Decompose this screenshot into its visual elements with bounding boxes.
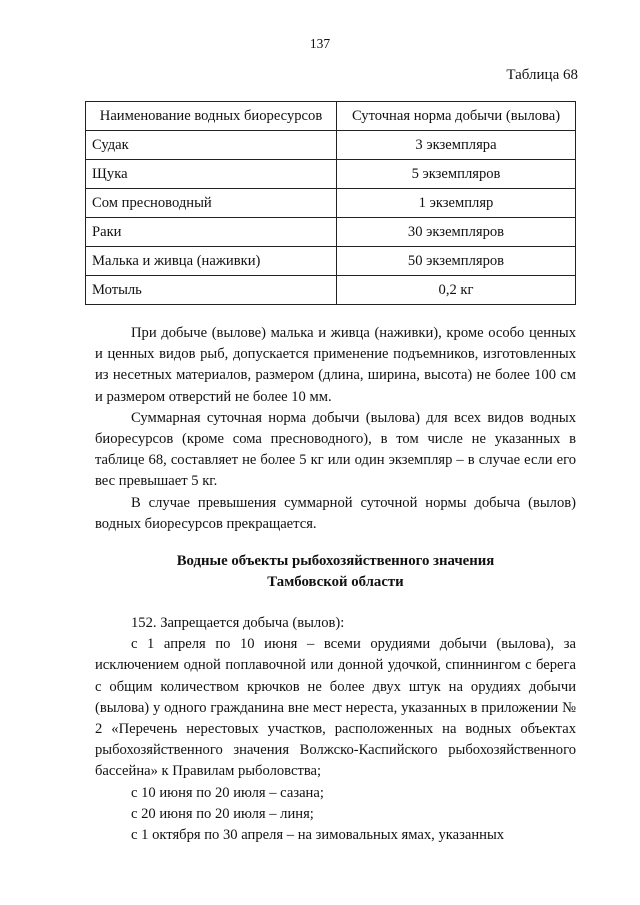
table-row	[86, 189, 576, 218]
table-row	[86, 160, 576, 189]
row-daily-norm: 5 экземпляров	[337, 160, 576, 189]
row-resource-name: Щука	[86, 160, 337, 189]
row-daily-norm: 0,2 кг	[337, 276, 576, 305]
quota-table	[85, 101, 576, 305]
row-daily-norm: 1 экземпляр	[337, 189, 576, 218]
row-resource-name: Судак	[86, 131, 337, 160]
row-resource-name: Мотыль	[86, 276, 337, 305]
body-text-top	[95, 323, 576, 535]
row-daily-norm: 50 экземпляров	[337, 247, 576, 276]
paragraph-spawning-ban: с 1 апреля по 10 июня – всеми орудиями добычи (вылова), за исключением одной поплавочной или донной удочкой, спиннингом с берега с общим количеством крючков не более двух штук на орудиях добычи (вылова) у одного гражданина вне мест нереста, указанных в приложении № 2 «Перечень нерестовых участков, расположенных на водных объектах рыбохозяйственного значения Волжско-Каспийского рыбохозяйственного бассейна» к Правилам рыболовства;	[95, 636, 576, 780]
header-daily-norm: Суточная норма добычи (вылова)	[337, 102, 576, 131]
table-row	[86, 218, 576, 247]
table-row	[86, 276, 576, 305]
row-daily-norm: 3 экземпляра	[337, 131, 576, 160]
paragraph-bait-lifters: При добыче (вылове) малька и живца (наживки), кроме особо ценных и ценных видов рыб, допускается применение подъемников, изготовленных из несетных материалов, размером (длина, ширина, высота) не более 100 см и размером отверстий не более 10 мм.	[95, 325, 576, 405]
page-number: 137	[309, 36, 331, 51]
paragraph-wintering-pits: с 1 октября по 30 апреля – на зимовальных ямах, указанных	[131, 827, 505, 844]
paragraph-clause-152: 152. Запрещается добыча (вылов):	[131, 615, 345, 631]
header-resource-name: Наименование водных биоресурсов	[86, 102, 337, 131]
table-row	[86, 247, 576, 276]
row-resource-name: Малька и живца (наживки)	[86, 247, 337, 276]
row-resource-name: Сом пресноводный	[86, 189, 337, 218]
paragraph-exceed-norm: В случае превышения суммарной суточной нормы добыча (вылов) водных биоресурсов прекращается.	[95, 494, 576, 532]
paragraph-total-norm: Суммарная суточная норма добычи (вылова) для всех видов водных биоресурсов (кроме сома пресноводного), в том числе не указанных в таблице 68, составляет не более 5 кг или один экземпляр – в случае если его вес превышает 5 кг.	[95, 409, 576, 490]
body-text-bottom	[95, 613, 576, 846]
paragraph-carp-ban: с 10 июня по 20 июля – сазана;	[131, 784, 324, 801]
table-header-row	[86, 102, 576, 131]
section-heading-line-1: Водные объекты рыбохозяйственного значения	[176, 553, 495, 569]
section-heading-line-2: Тамбовской области	[267, 574, 404, 591]
table-row	[86, 131, 576, 160]
paragraph-tench-ban: с 20 июня по 20 июля – линя;	[131, 805, 314, 822]
table-caption: Таблица 68	[506, 67, 578, 83]
row-daily-norm: 30 экземпляров	[337, 218, 576, 247]
row-resource-name: Раки	[86, 218, 337, 247]
section-heading	[95, 551, 576, 593]
